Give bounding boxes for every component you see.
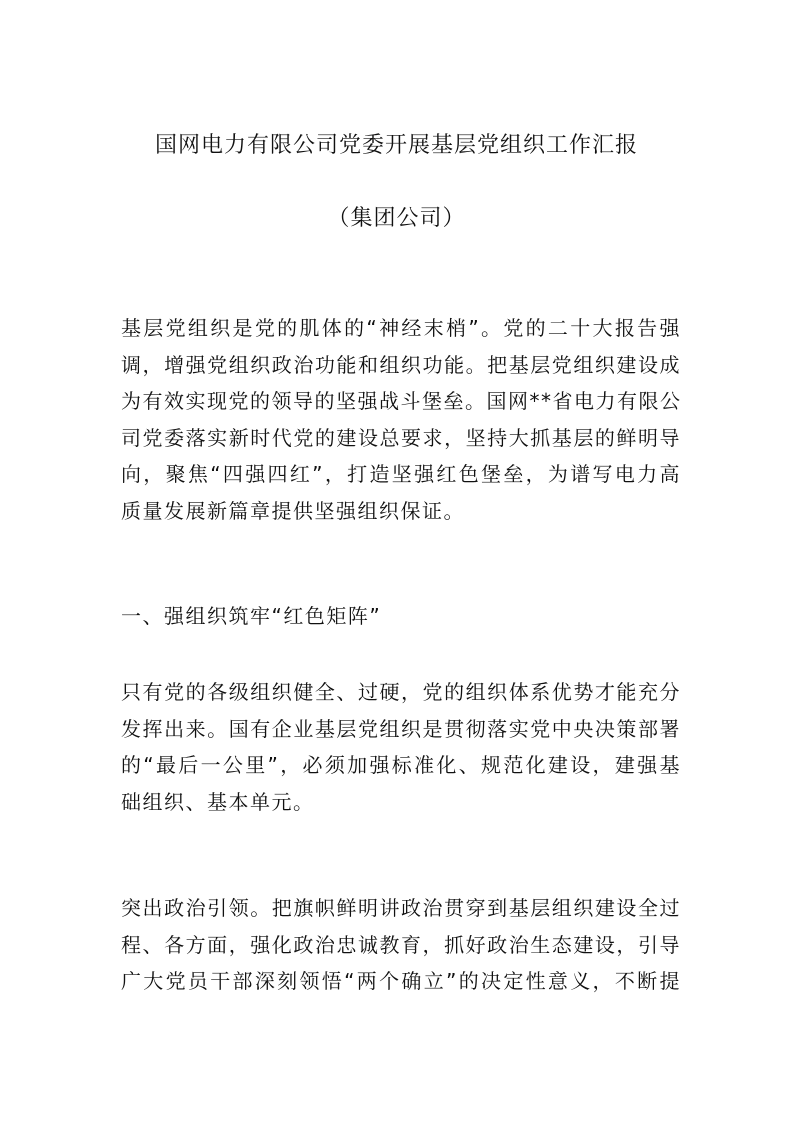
text-line: 司党委落实新时代党的建设总要求，坚持大抓基层的鲜明导 [121, 425, 681, 450]
document-subtitle: （集团公司） [327, 206, 466, 231]
text-line: 为有效实现党的领导的坚强战斗堡垒。国网**省电力有限公 [121, 389, 682, 413]
text-line: 向，聚焦“四强四红”，打造坚强红色堡垒，为谱写电力高 [121, 462, 681, 486]
text-line: 突出政治引领。把旗帜鲜明讲政治贯穿到基层组织建设全过 [121, 896, 681, 920]
text-line: 基层党组织是党的肌体的“神经末梢”。党的二十大报告强 [121, 316, 681, 340]
text-line: 质量发展新篇章提供坚强组织保证。 [121, 498, 465, 523]
text-line: 广大党员干部深刻领悟“两个确立”的决定性意义，不断提 [121, 969, 681, 993]
section1-paragraph [121, 674, 681, 820]
intro-paragraph [121, 310, 681, 529]
text-line: 只有党的各级组织健全、过硬，党的组织体系优势才能充分 [121, 680, 681, 704]
text-line: 程、各方面，强化政治忠诚教育，抓好政治生态建设，引导 [121, 932, 681, 957]
text-line: 调，增强党组织政治功能和组织功能。把基层党组织建设成 [121, 352, 681, 377]
text-line: 发挥出来。国有企业基层党组织是贯彻落实党中央决策部署 [121, 716, 681, 741]
document-title: 国网电力有限公司党委开展基层党组织工作汇报 [154, 133, 638, 158]
section2-paragraph [121, 890, 681, 1000]
text-line: 的“最后一公里”，必须加强标准化、规范化建设，建强基 [121, 753, 681, 777]
text-line: 础组织、基本单元。 [121, 789, 315, 814]
section-heading: 一、强组织筑牢“红色矩阵” [121, 604, 382, 628]
